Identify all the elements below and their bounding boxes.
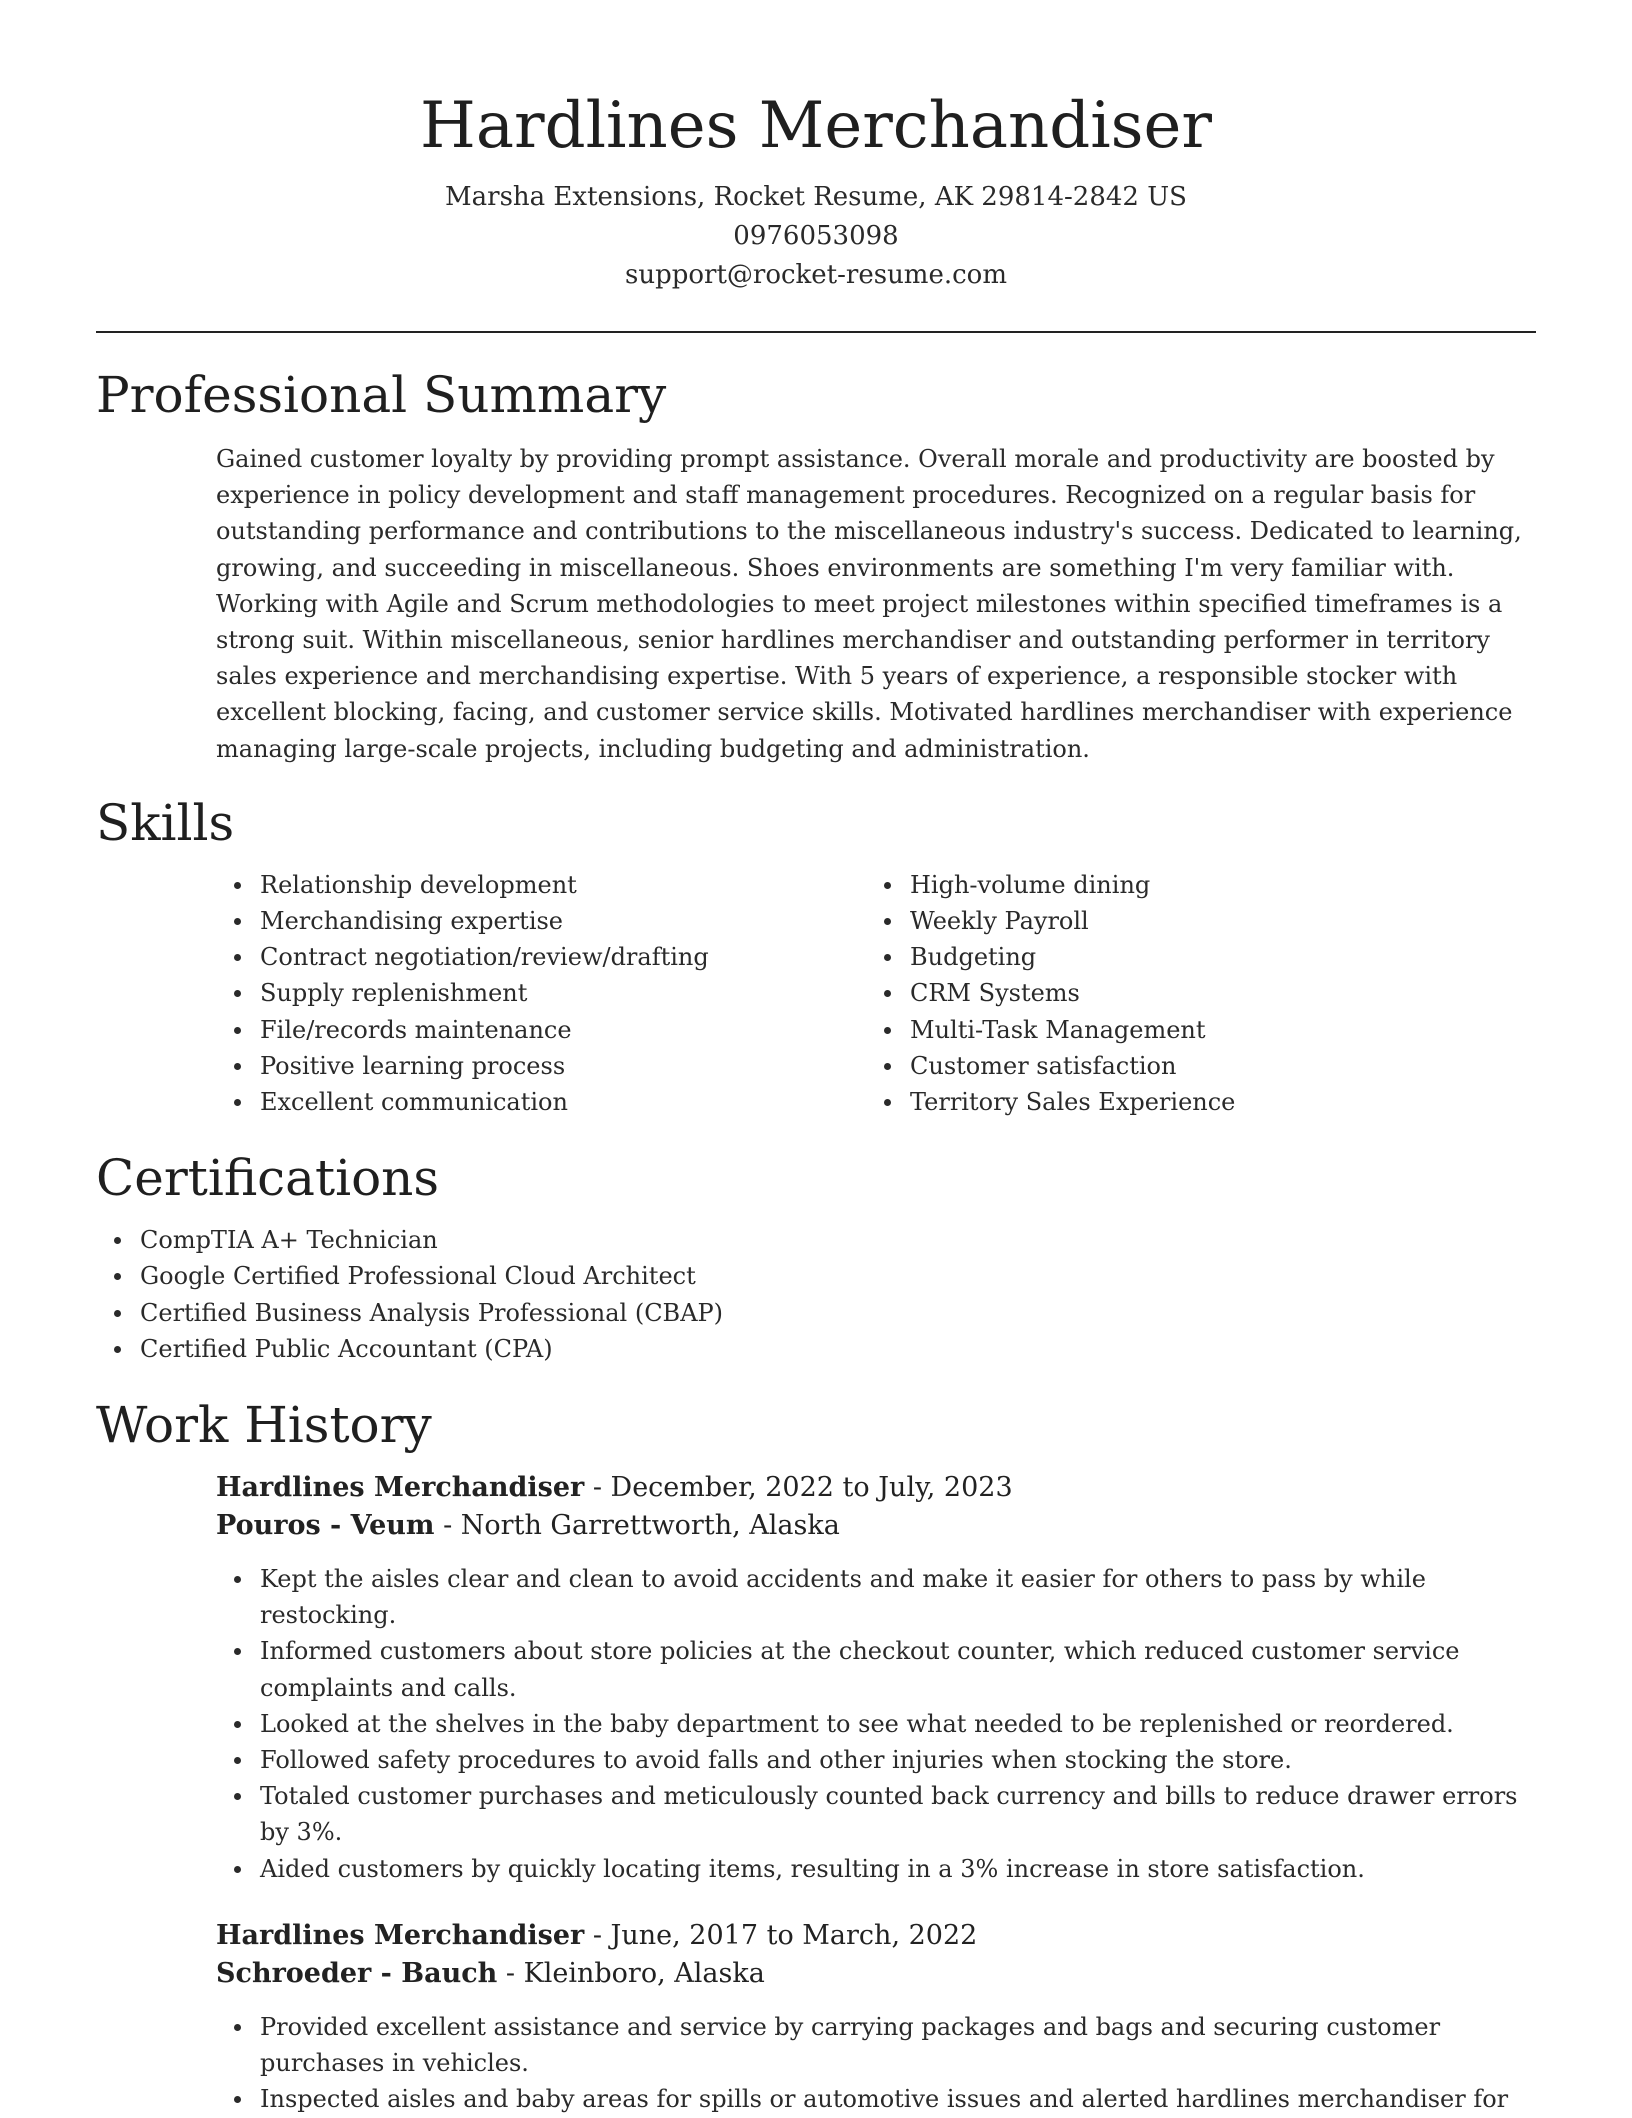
list-item: Supply replenishment [216, 975, 866, 1011]
contact-block [96, 178, 1536, 295]
list-item: Looked at the shelves in the baby department to see what needed to be replenished or reordered. [216, 1706, 1536, 1742]
list-item: Totaled customer purchases and meticulously counted back currency and bills to reduce drawer errors by 3%. [216, 1778, 1536, 1850]
certifications-list [96, 1222, 1536, 1367]
summary-text: Gained customer loyalty by providing prompt assistance. Overall morale and productivity are boosted by experience in policy development and staff management procedures. Recognized on a regular basis for outstanding performance and contributions to the miscellaneous industry's success. Dedicated to learning, growing, and succeeding in miscellaneous. Shoes environments are something I'm very familiar with. Working with Agile and Scrum methodologies to meet project milestones within specified timeframes is a strong suit. Within miscellaneous, senior hardlines merchandiser and outstanding performer in territory sales experience and merchandising expertise. With 5 years of experience, a responsible stocker with excellent blocking, facing, and customer service skills. Motivated hardlines merchandiser with experience managing large-scale projects, including budgeting and administration. [216, 445, 1522, 763]
list-item: Contract negotiation/review/drafting [216, 939, 866, 975]
job-company-line [216, 1507, 1536, 1545]
list-item: CompTIA A+ Technician [96, 1222, 1536, 1258]
list-item: File/records maintenance [216, 1012, 866, 1048]
list-item: High-volume dining [866, 867, 1516, 903]
job-entry [216, 1917, 1536, 2118]
list-item: Relationship development [216, 867, 866, 903]
work-history-title: Work History [96, 1396, 432, 1455]
job-bullets [216, 1561, 1536, 1887]
summary-title: Professional Summary [96, 366, 667, 424]
job-title-line [216, 1917, 1536, 1955]
skills-section [96, 791, 1536, 1120]
job-dates: - December, 2022 to July, 2023 [584, 1472, 1013, 1504]
list-item: Weekly Payroll [866, 903, 1516, 939]
list-item: Kept the aisles clear and clean to avoid accidents and make it easier for others to pass by while restocking. [216, 1561, 1536, 1633]
job-role: Hardlines Merchandiser [216, 1472, 585, 1504]
skills-grid [216, 867, 1536, 1120]
list-item: Merchandising expertise [216, 903, 866, 939]
contact-address: Marsha Extensions, Rocket Resume, AK 29814-2842 US [445, 182, 1187, 212]
skills-title: Skills [96, 793, 235, 852]
job-title-line [216, 1469, 1536, 1507]
skills-left-column [216, 867, 866, 1120]
certifications-section [96, 1146, 1536, 1367]
job-entry [216, 1469, 1536, 1887]
list-item: Territory Sales Experience [866, 1084, 1516, 1120]
work-history-section [96, 1393, 1536, 2117]
list-item: Budgeting [866, 939, 1516, 975]
resume-header [96, 0, 1536, 295]
certifications-title: Certifications [96, 1149, 440, 1208]
job-dates: - June, 2017 to March, 2022 [584, 1919, 978, 1951]
summary-section [96, 363, 1536, 767]
job-location: - North Garrettworth, Alaska [434, 1510, 840, 1542]
list-item: Customer satisfaction [866, 1048, 1516, 1084]
list-item: Informed customers about store policies at the checkout counter, which reduced customer service complaints and calls. [216, 1633, 1536, 1705]
list-item: Positive learning process [216, 1048, 866, 1084]
list-item: Followed safety procedures to avoid falls and other injuries when stocking the store. [216, 1742, 1536, 1778]
list-item: Google Certified Professional Cloud Architect [96, 1258, 1536, 1294]
list-item: Inspected aisles and baby areas for spills or automotive issues and alerted hardlines merchandiser for [216, 2081, 1536, 2117]
list-item: CRM Systems [866, 975, 1516, 1011]
job-company-line [216, 1955, 1536, 1993]
list-item: Excellent communication [216, 1084, 866, 1120]
list-item: Provided excellent assistance and service by carrying packages and bags and securing customer purchases in vehicles. [216, 2009, 1536, 2081]
list-item: Multi-Task Management [866, 1012, 1516, 1048]
skills-right-column [866, 867, 1516, 1120]
contact-phone: 0976053098 [733, 221, 899, 251]
job-company: Pouros - Veum [216, 1510, 435, 1542]
list-item: Certified Public Accountant (CPA) [96, 1331, 1536, 1367]
job-role: Hardlines Merchandiser [216, 1919, 585, 1951]
job-location: - Kleinboro, Alaska [497, 1957, 765, 1989]
candidate-name: Hardlines Merchandiser [420, 89, 1212, 163]
list-item: Certified Business Analysis Professional (CBAP) [96, 1295, 1536, 1331]
list-item: Aided customers by quickly locating items, resulting in a 3% increase in store satisfaction. [216, 1851, 1536, 1887]
job-company: Schroeder - Bauch [216, 1957, 498, 1989]
resume-page [96, 0, 1536, 2118]
job-bullets [216, 2009, 1536, 2118]
contact-email: support@rocket-resume.com [624, 260, 1007, 290]
header-divider [96, 331, 1536, 333]
